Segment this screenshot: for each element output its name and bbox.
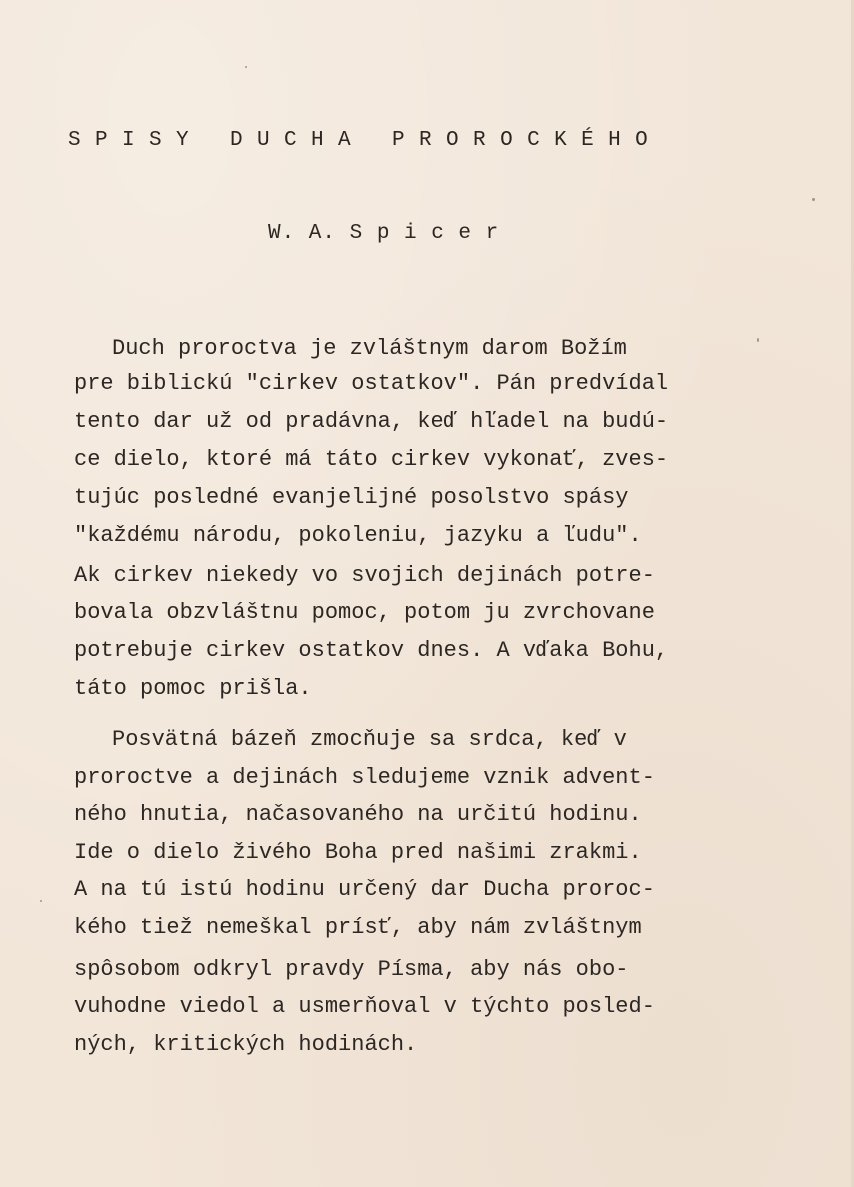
paragraph-2-line-3: ného hnutia, načasovaného na určitú hodinu. [74, 802, 642, 827]
paragraph-1-line-3: tento dar už od pradávna, keď hľadel na budú- [74, 409, 669, 434]
paragraph-2-line-9: ných, kritických hodinách. [74, 1032, 418, 1057]
paragraph-2-line-7: spôsobom odkryl pravdy Písma, aby nás obo- [74, 957, 629, 982]
paragraph-1-line-6: "každému národu, pokoleniu, jazyku a ľudu". [74, 523, 642, 548]
paragraph-1-line-4: ce dielo, ktoré má táto cirkev vykonať, zves- [74, 447, 669, 472]
paragraph-1-line-5: tujúc posledné evanjelijné posolstvo spásy [74, 485, 629, 510]
paper-speck [757, 338, 759, 342]
document-title: S P I S Y D U C H A P R O R O C K É H O [68, 129, 649, 152]
paragraph-2-line-1: Posvätná bázeň zmocňuje sa srdca, keď v [112, 727, 627, 752]
paragraph-1-line-9: potrebuje cirkev ostatkov dnes. A vďaka Bohu, [74, 638, 669, 663]
paragraph-1-line-1: Duch proroctva je zvláštnym darom Božím [112, 336, 627, 361]
document-author: W. A. S p i c e r [268, 222, 500, 245]
paragraph-2-line-8: vuhodne viedol a usmerňoval v týchto posled- [74, 994, 655, 1019]
paragraph-1-line-10: táto pomoc prišla. [74, 676, 312, 701]
paragraph-2-line-5: A na tú istú hodinu určený dar Ducha proroc- [74, 877, 655, 902]
paragraph-1-line-2: pre biblickú "cirkev ostatkov". Pán predvídal [74, 371, 669, 396]
paper-speck [40, 900, 42, 902]
paragraph-2-line-6: kého tiež nemeškal prísť, aby nám zvláštnym [74, 915, 642, 940]
paragraph-2-line-4: Ide o dielo živého Boha pred našimi zrakmi. [74, 840, 642, 865]
paper-speck [812, 198, 815, 201]
paragraph-1-line-8: bovala obzvláštnu pomoc, potom ju zvrchovane [74, 600, 655, 625]
paragraph-1-line-7: Ak cirkev niekedy vo svojich dejinách potre- [74, 563, 655, 588]
paragraph-2-line-2: proroctve a dejinách sledujeme vznik advent- [74, 765, 655, 790]
paper-speck [245, 66, 247, 68]
